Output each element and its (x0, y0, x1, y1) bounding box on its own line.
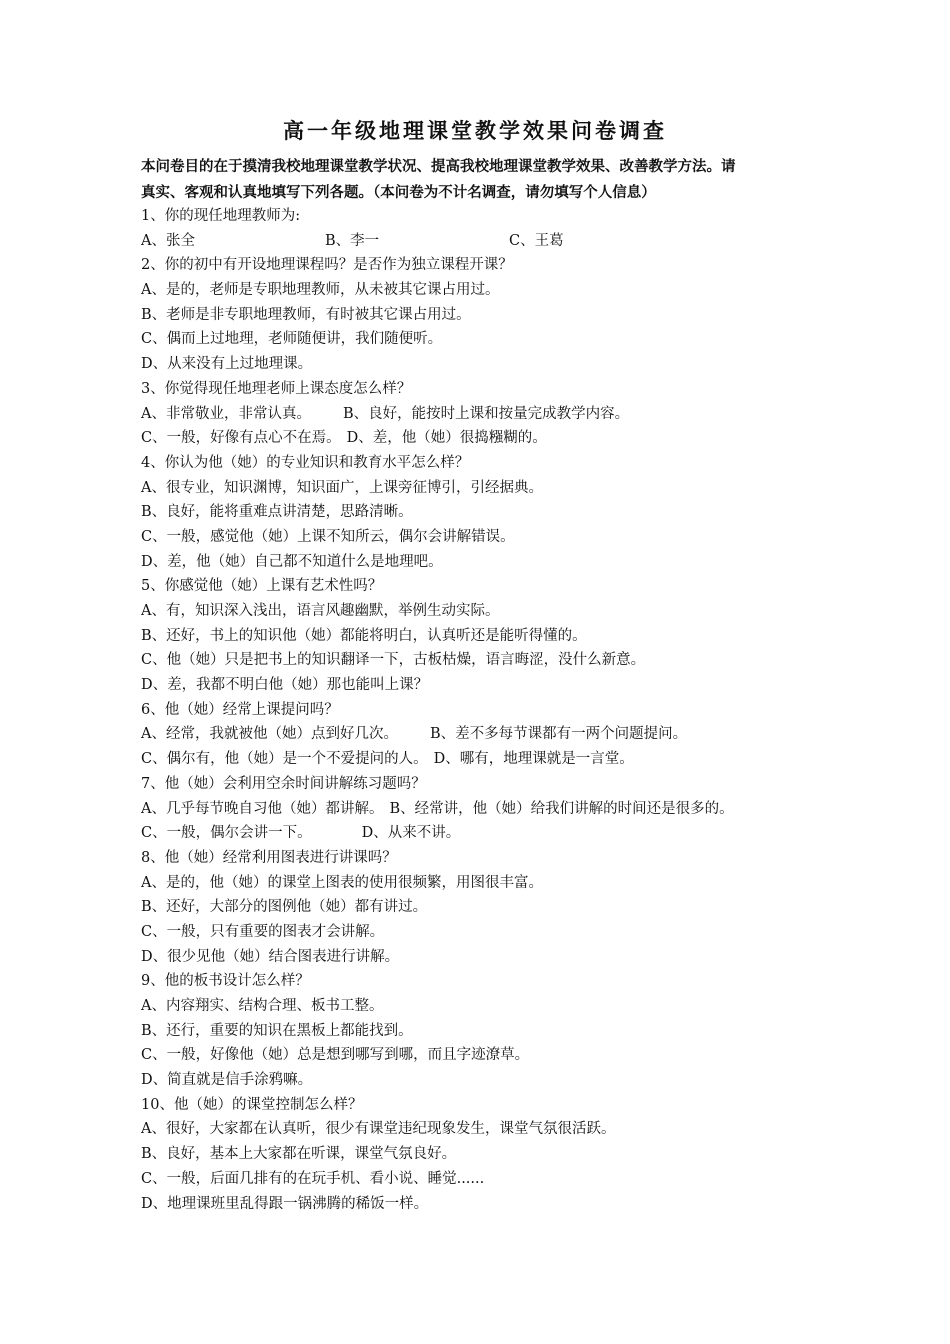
question-list (141, 204, 841, 1216)
question-7-options-ab (141, 797, 841, 822)
question-6-options-cd (141, 747, 841, 772)
option-d: D、差，他（她）自己都不知道什么是地理吧。 (141, 553, 443, 570)
question-2: 2、你的初中有开设地理课程吗？是否作为独立课程开课？ (141, 257, 513, 274)
option-b: B、李一 (325, 232, 380, 249)
option-d: D、从来没有上过地理课。 (141, 356, 313, 373)
question-6: 6、他（她）经常上课提问吗？ (141, 701, 339, 718)
question-7-options-cd (141, 821, 841, 846)
option-a: A、很好，大家都在认真听，很少有课堂违纪现象发生，课堂气氛很活跃。 (141, 1121, 616, 1138)
option-a: A、内容翔实、结构合理、板书工整。 (141, 998, 384, 1014)
option-b: B、良好，能按时上课和按量完成教学内容。 (342, 405, 630, 422)
option-c: C、偶而上过地理，老师随便讲，我们随便听。 (141, 331, 443, 348)
question-5: 5、你感觉他（她）上课有艺术性吗？ (141, 578, 383, 595)
option-d: D、差，他（她）很捣糨糊的。 (346, 430, 547, 447)
intro-line: 真实、客观和认真地填写下列各题。（本问卷为不计名调查，请勿填写个人信息） (141, 185, 656, 201)
question-1-options (141, 229, 841, 254)
option-d: D、很少见他（她）结合图表进行讲解。 (141, 948, 400, 965)
question-10: 10、他（她）的课堂控制怎么样？ (141, 1096, 363, 1113)
option-a: A、经常，我就被他（她）点到好几次。 (141, 726, 398, 743)
option-b: B、还好，大部分的图例他（她）都有讲过。 (141, 899, 428, 916)
question-7: 7、他（她）会利用空余时间讲解练习题吗？ (141, 775, 426, 792)
question-1: 1、你的现任地理教师为: (141, 208, 301, 224)
option-c: C、一般，只有重要的图表才会讲解。 (141, 923, 385, 940)
question-3-options-ab (141, 402, 841, 427)
option-d: D、从来不讲。 (361, 825, 461, 842)
option-b: B、老师是非专职地理教师，有时被其它课占用过。 (141, 306, 471, 323)
option-c: C、一般，后面几排有的在玩手机、看小说、睡觉...... (141, 1170, 485, 1187)
option-a: A、几乎每节晚自习他（她）都讲解。 (141, 800, 384, 817)
option-b: B、还好，书上的知识他（她）都能将明白，认真听还是能听得懂的。 (141, 627, 587, 644)
question-4: 4、你认为他（她）的专业知识和教育水平怎么样？ (141, 454, 470, 471)
question-6-options-ab (141, 722, 841, 747)
option-a: A、张全 (141, 232, 195, 249)
question-8: 8、他（她）经常利用图表进行讲课吗？ (141, 849, 397, 866)
option-b: B、良好，能将重难点讲清楚，思路清晰。 (141, 504, 413, 521)
option-c: C、偶尔有，他（她）是一个不爱提问的人。 (141, 751, 428, 768)
intro-line: 本问卷目的在于摸清我校地理课堂教学状况、提高我校地理课堂教学效果、改善教学方法。请 (141, 159, 736, 175)
option-d: D、差，我都不明白他（她）那也能叫上课？ (141, 677, 429, 694)
option-b: B、良好，基本上大家都在听课，课堂气氛良好。 (141, 1146, 457, 1163)
question-3-options-cd (141, 426, 841, 451)
option-d: D、哪有，地理课就是一言堂。 (433, 751, 634, 768)
question-3: 3、你觉得现任地理老师上课态度怎么样？ (141, 380, 412, 397)
option-a: A、是的，他（她）的课堂上图表的使用很频繁，用图很丰富。 (141, 874, 543, 891)
question-9: 9、他的板书设计怎么样？ (141, 973, 310, 990)
option-c: C、王葛 (509, 232, 564, 249)
option-c: C、一般，偶尔会讲一下。 (141, 825, 312, 842)
option-b: B、经常讲，他（她）给我们讲解的时间还是很多的。 (389, 800, 734, 817)
option-c: C、一般，感觉他（她）上课不知所云，偶尔会讲解错误。 (141, 528, 515, 545)
option-a: A、很专业，知识渊博，知识面广，上课旁征博引，引经据典。 (141, 479, 543, 496)
option-b: B、差不多每节课都有一两个问题提问。 (429, 726, 688, 743)
option-a: A、非常敬业，非常认真。 (141, 405, 311, 422)
intro-paragraph (141, 154, 821, 206)
option-c: C、他（她）只是把书上的知识翻译一下，古板枯燥，语言晦涩，没什么新意。 (141, 652, 646, 669)
option-a: A、是的，老师是专职地理教师，从未被其它课占用过。 (141, 282, 500, 299)
option-b: B、还行，重要的知识在黑板上都能找到。 (141, 1022, 413, 1039)
option-d: D、简直就是信手涂鸦嘛。 (141, 1072, 313, 1089)
option-d: D、地理课班里乱得跟一锅沸腾的稀饭一样。 (141, 1195, 429, 1212)
page-title: 高一年级地理课堂教学效果问卷调查 (283, 118, 667, 143)
option-c: C、一般，好像他（她）总是想到哪写到哪，而且字迹潦草。 (141, 1047, 530, 1064)
option-c: C、一般，好像有点心不在焉。 (141, 430, 341, 447)
option-a: A、有，知识深入浅出，语言风趣幽默，举例生动实际。 (141, 603, 500, 619)
